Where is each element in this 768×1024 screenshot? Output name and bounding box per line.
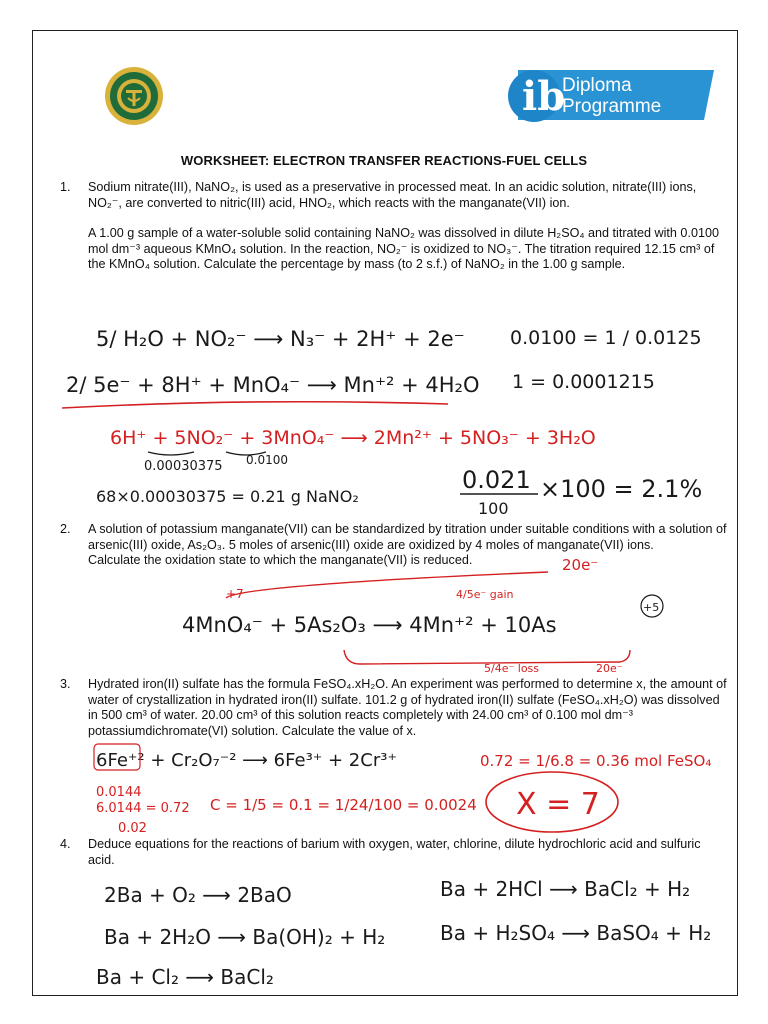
hw-q1-ratio-1: 0.0100 = 1 / 0.0125 <box>510 327 702 349</box>
question-text: Deduce equations for the reactions of barium with oxygen, water, chlorine, dilute hydrochloric acid and sulfuric acid. <box>88 837 701 867</box>
hw-q1-fraction-bottom: 100 <box>478 499 509 518</box>
svg-text:ib: ib <box>522 73 566 120</box>
hw-q3-calc-2: 6.0144 = 0.72 <box>96 801 190 816</box>
question-number: 1. <box>60 180 71 194</box>
hw-q3-calc-1: 0.0144 <box>96 785 142 800</box>
hw-q4-eq-hcl: Ba + 2HCl ⟶ BaCl₂ + H₂ <box>440 877 691 901</box>
hw-q2-equation: 4MnO₄⁻ + 5As₂O₃ ⟶ 4Mn⁺² + 10As <box>182 613 557 637</box>
hw-q3-ratio: 0.72 = 1/6.8 = 0.36 mol FeSO₄ <box>480 752 712 770</box>
hw-q1-overall-eq: 6H⁺ + 5NO₂⁻ + 3MnO₄⁻ ⟶ 2Mn²⁺ + 5NO₃⁻ + 3H₂O <box>110 427 596 449</box>
hw-q1-moles-no2: 0.00030375 <box>144 459 223 474</box>
hw-brace <box>148 452 194 455</box>
hw-q1-moles-mno4: 0.0100 <box>246 453 288 467</box>
hw-q2-electrons-bottom: 20e⁻ <box>596 662 623 675</box>
question-text: Sodium nitrate(III), NaNO₂, is used as a preservative in processed meat. In an acidic solution, nitrate(III) ions, NO₂⁻, are converted to nitric(III) acid, HNO₂, which reacts with the manganate(VII) ion. <box>88 180 697 210</box>
question-number: 4. <box>60 837 71 851</box>
hw-q2-loss: 5/4e⁻ loss <box>484 662 540 675</box>
hw-q4-eq-sulfuric: Ba + H₂SO₄ ⟶ BaSO₄ + H₂ <box>440 921 712 945</box>
question-text: A solution of potassium manganate(VII) can be standardized by titration under suitable conditions with a solution of arsenic(III) oxide, As₂O₃. 5 moles of arsenic(III) oxide are oxidized by 4 moles of manganate(VII) ions. <box>88 522 727 552</box>
hw-q1-fraction-top: 0.021 <box>462 466 531 494</box>
hw-q3-calc-4: C = 1/5 = 0.1 = 1/24/100 = 0.0024 <box>210 796 477 814</box>
question-number: 3. <box>60 677 71 691</box>
hw-q2-plus5: +5 <box>643 601 660 614</box>
hw-q1-half-eq-1: 5/ H₂O + NO₂⁻ ⟶ N₃⁻ + 2H⁺ + 2e⁻ <box>96 327 465 351</box>
ib-diploma-text: Diploma <box>562 75 632 96</box>
worksheet-title: WORKSHEET: ELECTRON TRANSFER REACTIONS-FUEL CELLS <box>180 153 588 168</box>
question-text: Hydrated iron(II) sulfate has the formula FeSO₄.xH₂O. An experiment was performed to determine x, the amount of water of crystallization in hydrated iron(II) sulfate. 101.2 g of hydrated iron(II) sulfate (FeSO₄.xH₂O) was dissolved in 500 cm³ of water. 20.00 cm³ of this solution reacts completely with 24.00 cm³ of 0.100 mol dm⁻³ potassiumdichromate(VI) solution. Calculate the value of x. <box>88 677 727 738</box>
hw-q4-eq-oxygen: 2Ba + O₂ ⟶ 2BaO <box>104 883 292 907</box>
question-text: A 1.00 g sample of a water-soluble solid containing NaNO₂ was dissolved in dilute H₂SO₄ and titrated with 0.0100 mol dm⁻³ aqueous KMnO₄ solution. In the reaction, NO₂⁻ is oxidized to NO₃⁻. The titration required 12.15 cm³ of the KMnO₄ solution. Calculate the percentage by mass (to 2 s.f.) of NaNO₂ in the 1.00 g sample. <box>88 226 719 272</box>
question-number: 2. <box>60 522 71 536</box>
hw-q2-electrons-top: 20e⁻ <box>562 556 599 574</box>
hw-q1-half-eq-2: 2/ 5e⁻ + 8H⁺ + MnO₄⁻ ⟶ Mn⁺² + 4H₂O <box>66 373 480 397</box>
question-text: Calculate the oxidation state to which the manganate(VII) is reduced. <box>88 553 473 568</box>
hw-q3-calc-3: 0.02 <box>118 821 147 836</box>
hw-q1-mass: 68×0.00030375 = 0.21 g NaNO₂ <box>96 487 359 506</box>
hw-q1-ratio-2: 1 = 0.0001215 <box>512 371 655 393</box>
hw-q1-percentage: ×100 = 2.1% <box>540 475 703 503</box>
hw-q2-gain: 4/5e⁻ gain <box>456 588 514 601</box>
hw-q2-ox-state: +7 <box>226 587 244 601</box>
hw-q3-equation: 6Fe⁺² + Cr₂O₇⁻² ⟶ 6Fe³⁺ + 2Cr³⁺ <box>96 750 397 771</box>
hw-q4-eq-water: Ba + 2H₂O ⟶ Ba(OH)₂ + H₂ <box>104 925 386 949</box>
hw-q4-eq-chlorine: Ba + Cl₂ ⟶ BaCl₂ <box>96 965 274 989</box>
hw-q3-answer: X = 7 <box>516 787 600 822</box>
hw-underline <box>62 402 448 408</box>
ib-programme-text: Programme <box>562 96 662 117</box>
